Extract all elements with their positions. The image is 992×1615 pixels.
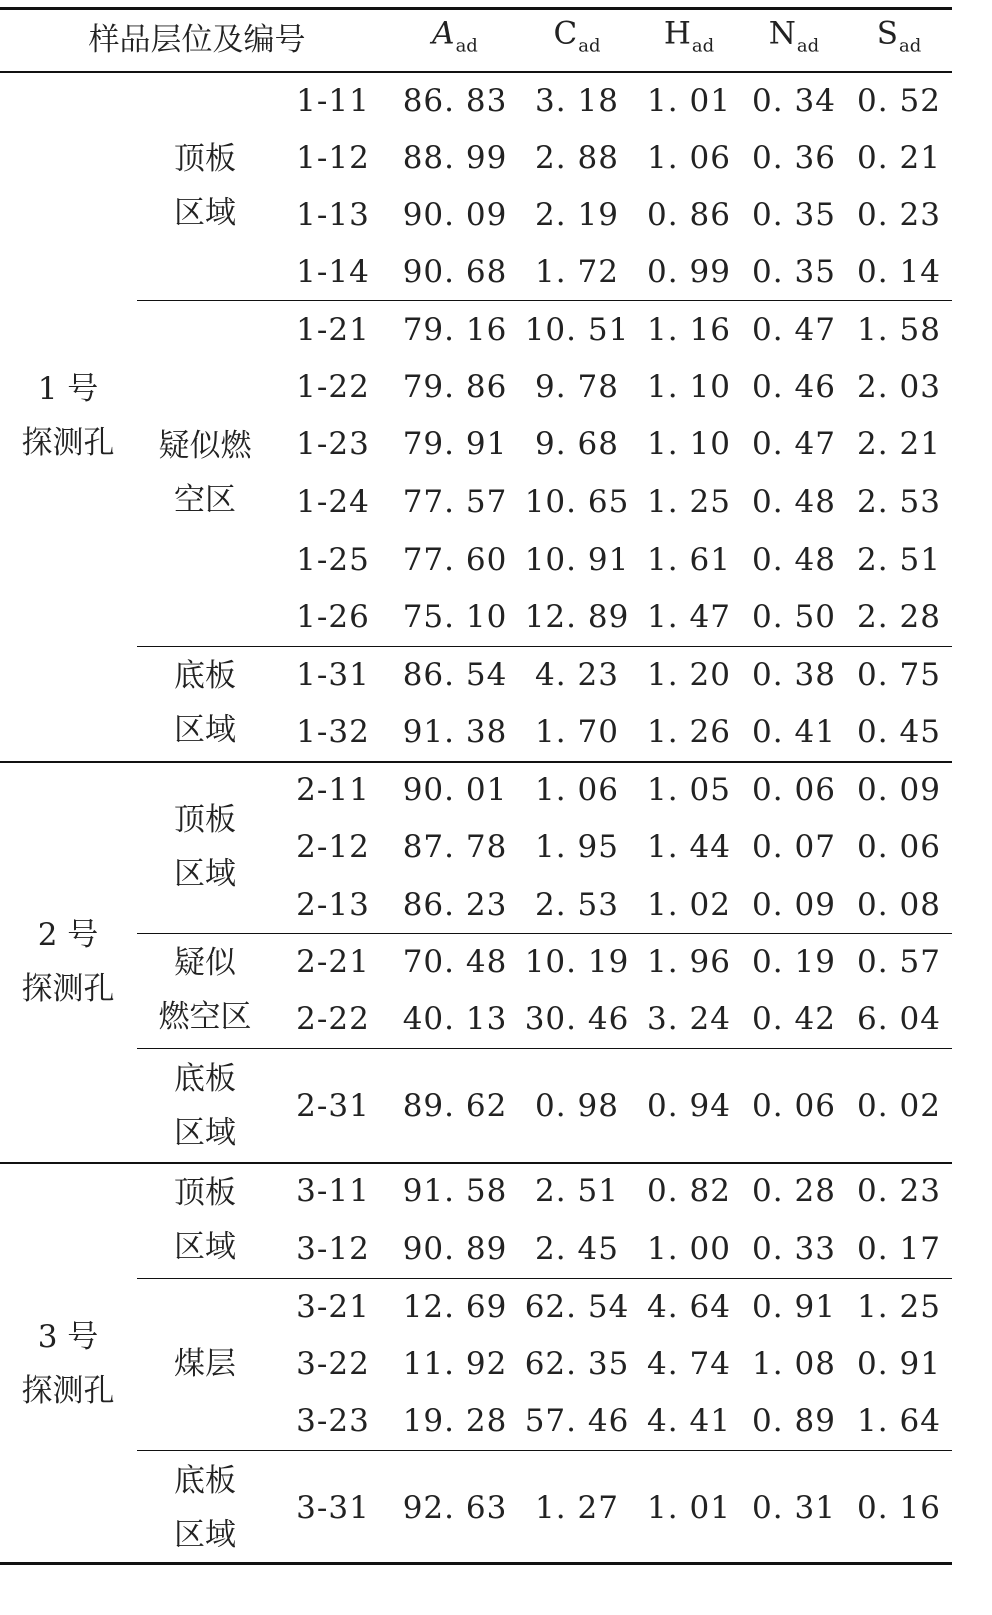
c-ad-value: 1. 70 <box>535 714 619 750</box>
s-ad-value: 0. 08 <box>857 887 941 923</box>
n-ad-value: 0. 35 <box>752 197 836 233</box>
rule-hole <box>0 1162 952 1164</box>
sample-id: 1-13 <box>296 197 370 233</box>
n-ad-value: 0. 48 <box>752 542 836 578</box>
sample-id: 3-22 <box>296 1346 370 1382</box>
sample-id: 1-12 <box>296 140 370 176</box>
a-ad-value: 75. 10 <box>402 599 508 635</box>
s-ad-value: 2. 53 <box>857 484 941 520</box>
c-ad-value: 10. 19 <box>524 944 630 980</box>
s-ad-value: 0. 02 <box>857 1088 941 1124</box>
a-ad-value: 12. 69 <box>402 1289 508 1325</box>
hole-label: 1 号 探测孔 <box>21 371 115 461</box>
a-ad-value: 90. 01 <box>402 772 508 808</box>
a-ad-value: 92. 63 <box>402 1490 508 1526</box>
sample-id: 2-13 <box>296 887 370 923</box>
a-ad-value: 90. 68 <box>402 254 508 290</box>
rule-bottom <box>0 1562 952 1565</box>
s-ad-value: 2. 51 <box>857 542 941 578</box>
c-ad-value: 2. 45 <box>535 1231 619 1267</box>
h-ad-value: 0. 86 <box>647 197 731 233</box>
group-label: 疑似燃 空区 <box>158 428 252 518</box>
c-ad-value: 2. 53 <box>535 887 619 923</box>
h-ad-value: 1. 47 <box>647 599 731 635</box>
a-ad-value: 19. 28 <box>402 1403 508 1439</box>
n-ad-value: 0. 41 <box>752 714 836 750</box>
a-ad-value: 11. 92 <box>402 1346 508 1382</box>
header-col-a-sub: ad <box>455 35 478 57</box>
header-col-h <box>664 16 714 65</box>
h-ad-value: 4. 74 <box>647 1346 731 1382</box>
s-ad-value: 0. 09 <box>857 772 941 808</box>
a-ad-value: 77. 60 <box>402 542 508 578</box>
group-label: 煤层 <box>174 1346 236 1382</box>
c-ad-value: 4. 23 <box>535 657 619 693</box>
sample-id: 1-31 <box>296 657 370 693</box>
a-ad-value: 40. 13 <box>402 1001 508 1037</box>
sample-id: 3-11 <box>296 1173 370 1209</box>
n-ad-value: 0. 91 <box>752 1289 836 1325</box>
sample-id: 1-11 <box>296 83 370 119</box>
s-ad-value: 0. 75 <box>857 657 941 693</box>
s-ad-value: 2. 21 <box>857 426 941 462</box>
sample-id: 1-23 <box>296 426 370 462</box>
c-ad-value: 2. 19 <box>535 197 619 233</box>
h-ad-value: 1. 26 <box>647 714 731 750</box>
sample-id: 3-23 <box>296 1403 370 1439</box>
s-ad-value: 2. 03 <box>857 369 941 405</box>
h-ad-value: 1. 44 <box>647 829 731 865</box>
a-ad-value: 89. 62 <box>402 1088 508 1124</box>
n-ad-value: 0. 47 <box>752 426 836 462</box>
sample-id: 1-24 <box>296 484 370 520</box>
a-ad-value: 79. 86 <box>402 369 508 405</box>
sample-id: 2-12 <box>296 829 370 865</box>
sample-id: 1-25 <box>296 542 370 578</box>
rule-hole <box>0 761 952 763</box>
n-ad-value: 0. 36 <box>752 140 836 176</box>
s-ad-value: 1. 25 <box>857 1289 941 1325</box>
h-ad-value: 1. 10 <box>647 426 731 462</box>
sample-id: 3-31 <box>296 1490 370 1526</box>
header-col-a-main: A <box>432 15 455 52</box>
h-ad-value: 1. 05 <box>647 772 731 808</box>
group-label: 底板 区域 <box>174 1463 236 1553</box>
group-label: 疑似 燃空区 <box>158 945 252 1035</box>
n-ad-value: 0. 42 <box>752 1001 836 1037</box>
s-ad-value: 0. 14 <box>857 254 941 290</box>
a-ad-value: 91. 58 <box>402 1173 508 1209</box>
header-col-h-main: H <box>663 15 691 52</box>
h-ad-value: 1. 25 <box>647 484 731 520</box>
n-ad-value: 0. 06 <box>752 1088 836 1124</box>
header-col-n <box>769 16 819 65</box>
s-ad-value: 0. 17 <box>857 1231 941 1267</box>
n-ad-value: 0. 19 <box>752 944 836 980</box>
s-ad-value: 6. 04 <box>857 1001 941 1037</box>
c-ad-value: 10. 65 <box>524 484 630 520</box>
hole-label: 2 号 探测孔 <box>21 917 115 1007</box>
n-ad-value: 0. 31 <box>752 1490 836 1526</box>
header-col-c-sub: ad <box>578 35 601 57</box>
n-ad-value: 0. 09 <box>752 887 836 923</box>
s-ad-value: 0. 21 <box>857 140 941 176</box>
n-ad-value: 0. 34 <box>752 83 836 119</box>
n-ad-value: 0. 46 <box>752 369 836 405</box>
a-ad-value: 86. 54 <box>402 657 508 693</box>
header-col-s <box>877 16 922 65</box>
n-ad-value: 0. 89 <box>752 1403 836 1439</box>
n-ad-value: 0. 33 <box>752 1231 836 1267</box>
sample-id: 3-12 <box>296 1231 370 1267</box>
h-ad-value: 0. 94 <box>647 1088 731 1124</box>
sample-id: 2-11 <box>296 772 370 808</box>
s-ad-value: 0. 91 <box>857 1346 941 1382</box>
h-ad-value: 1. 02 <box>647 887 731 923</box>
s-ad-value: 0. 57 <box>857 944 941 980</box>
rule-group <box>137 300 952 301</box>
header-col-c-main: C <box>553 15 578 52</box>
s-ad-value: 0. 06 <box>857 829 941 865</box>
a-ad-value: 90. 89 <box>402 1231 508 1267</box>
rule-group <box>137 646 952 647</box>
n-ad-value: 0. 48 <box>752 484 836 520</box>
s-ad-value: 1. 58 <box>857 312 941 348</box>
a-ad-value: 88. 99 <box>402 140 508 176</box>
header-label: 样品层位及编号 <box>88 22 306 58</box>
header-col-h-sub: ad <box>691 35 715 57</box>
group-label: 顶板 区域 <box>174 141 236 231</box>
c-ad-value: 9. 78 <box>535 369 619 405</box>
s-ad-value: 0. 45 <box>857 714 941 750</box>
c-ad-value: 62. 35 <box>524 1346 630 1382</box>
rule-group <box>137 1450 952 1451</box>
s-ad-value: 0. 16 <box>857 1490 941 1526</box>
h-ad-value: 1. 10 <box>647 369 731 405</box>
sample-id: 2-21 <box>296 944 370 980</box>
h-ad-value: 1. 01 <box>647 1490 731 1526</box>
s-ad-value: 1. 64 <box>857 1403 941 1439</box>
sample-id: 1-26 <box>296 599 370 635</box>
rule-group <box>137 933 952 934</box>
sample-id: 1-21 <box>296 312 370 348</box>
h-ad-value: 0. 99 <box>647 254 731 290</box>
n-ad-value: 0. 50 <box>752 599 836 635</box>
c-ad-value: 1. 27 <box>535 1490 619 1526</box>
c-ad-value: 62. 54 <box>524 1289 630 1325</box>
group-label: 底板 区域 <box>174 658 236 748</box>
c-ad-value: 2. 51 <box>535 1173 619 1209</box>
a-ad-value: 90. 09 <box>402 197 508 233</box>
header-col-s-sub: ad <box>898 35 922 57</box>
c-ad-value: 9. 68 <box>535 426 619 462</box>
h-ad-value: 1. 96 <box>647 944 731 980</box>
n-ad-value: 0. 38 <box>752 657 836 693</box>
sample-id: 3-21 <box>296 1289 370 1325</box>
rule-top <box>0 7 952 10</box>
a-ad-value: 91. 38 <box>402 714 508 750</box>
c-ad-value: 1. 06 <box>535 772 619 808</box>
h-ad-value: 1. 00 <box>647 1231 731 1267</box>
sample-id: 2-31 <box>296 1088 370 1124</box>
n-ad-value: 0. 35 <box>752 254 836 290</box>
rule-group <box>137 1048 952 1049</box>
c-ad-value: 10. 91 <box>524 542 630 578</box>
c-ad-value: 30. 46 <box>524 1001 630 1037</box>
c-ad-value: 10. 51 <box>524 312 630 348</box>
c-ad-value: 0. 98 <box>535 1088 619 1124</box>
a-ad-value: 79. 16 <box>402 312 508 348</box>
a-ad-value: 70. 48 <box>402 944 508 980</box>
n-ad-value: 0. 07 <box>752 829 836 865</box>
c-ad-value: 12. 89 <box>524 599 630 635</box>
n-ad-value: 0. 47 <box>752 312 836 348</box>
c-ad-value: 1. 95 <box>535 829 619 865</box>
sample-id: 1-32 <box>296 714 370 750</box>
header-col-n-sub: ad <box>796 35 820 57</box>
h-ad-value: 1. 61 <box>647 542 731 578</box>
sample-id: 1-22 <box>296 369 370 405</box>
s-ad-value: 0. 23 <box>857 197 941 233</box>
a-ad-value: 77. 57 <box>402 484 508 520</box>
a-ad-value: 87. 78 <box>402 829 508 865</box>
header-col-n-main: N <box>768 15 796 52</box>
a-ad-value: 86. 23 <box>402 887 508 923</box>
c-ad-value: 3. 18 <box>535 83 619 119</box>
a-ad-value: 86. 83 <box>402 83 508 119</box>
s-ad-value: 0. 52 <box>857 83 941 119</box>
group-label: 顶板 区域 <box>174 802 236 892</box>
h-ad-value: 1. 06 <box>647 140 731 176</box>
h-ad-value: 4. 64 <box>647 1289 731 1325</box>
h-ad-value: 0. 82 <box>647 1173 731 1209</box>
n-ad-value: 0. 28 <box>752 1173 836 1209</box>
h-ad-value: 1. 01 <box>647 83 731 119</box>
sample-id: 1-14 <box>296 254 370 290</box>
sample-id: 2-22 <box>296 1001 370 1037</box>
c-ad-value: 57. 46 <box>524 1403 630 1439</box>
h-ad-value: 4. 41 <box>647 1403 731 1439</box>
n-ad-value: 1. 08 <box>752 1346 836 1382</box>
h-ad-value: 1. 20 <box>647 657 731 693</box>
group-label: 顶板 区域 <box>174 1175 236 1265</box>
h-ad-value: 3. 24 <box>647 1001 731 1037</box>
hole-label: 3 号 探测孔 <box>21 1319 115 1409</box>
s-ad-value: 0. 23 <box>857 1173 941 1209</box>
c-ad-value: 1. 72 <box>535 254 619 290</box>
s-ad-value: 2. 28 <box>857 599 941 635</box>
n-ad-value: 0. 06 <box>752 772 836 808</box>
header-col-s-main: S <box>876 15 898 52</box>
h-ad-value: 1. 16 <box>647 312 731 348</box>
c-ad-value: 2. 88 <box>535 140 619 176</box>
rule-group <box>137 1278 952 1279</box>
group-label: 底板 区域 <box>174 1061 236 1151</box>
a-ad-value: 79. 91 <box>402 426 508 462</box>
header-col-c <box>554 16 601 65</box>
header-col-a <box>432 16 478 65</box>
rule-header <box>0 71 952 73</box>
